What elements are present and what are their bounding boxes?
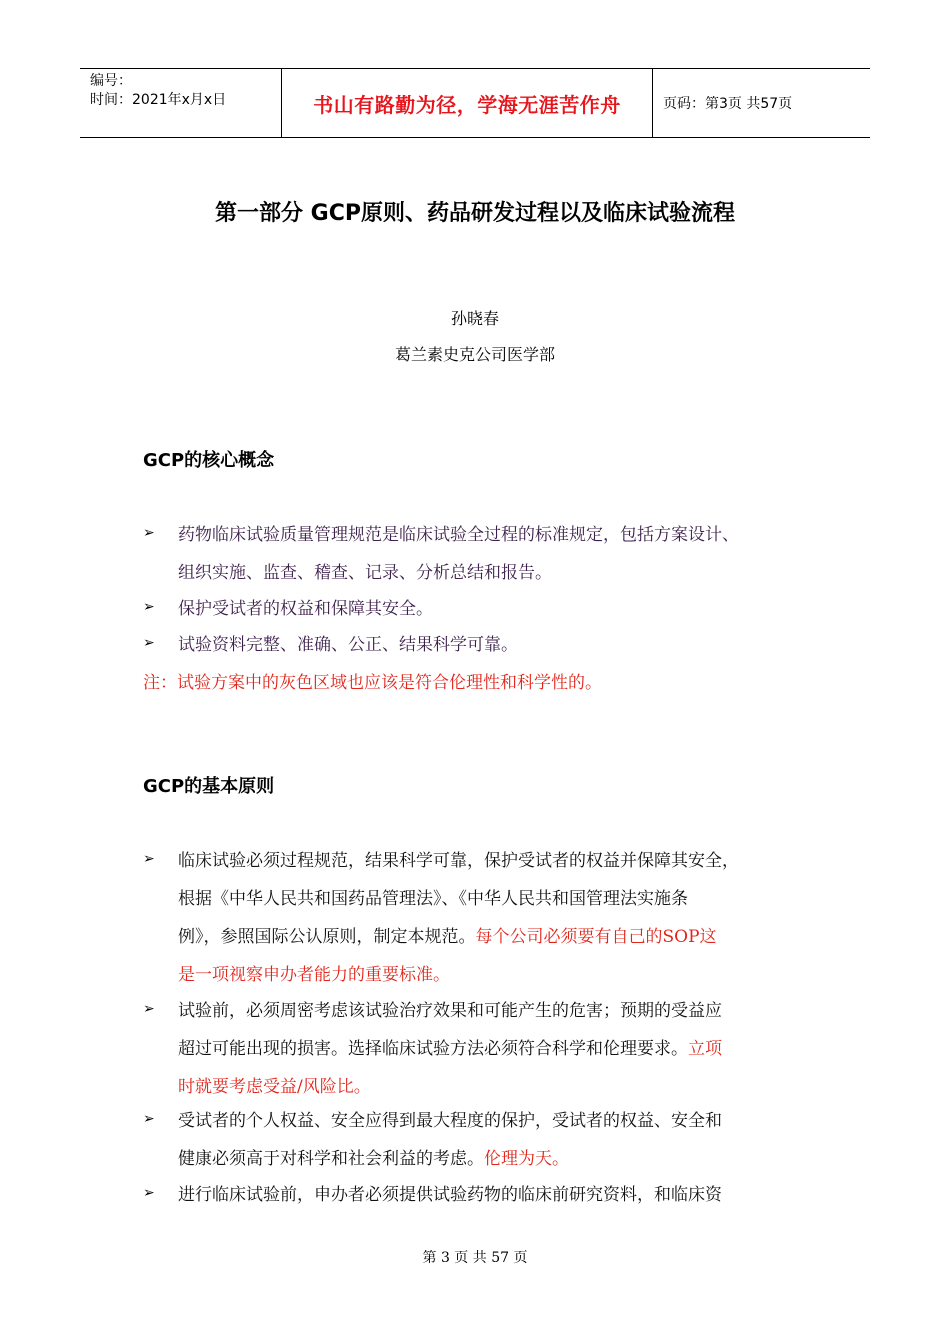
- list-item-line: 试验前，必须周密考虑该试验治疗效果和可能产生的危害；预期的受益应: [178, 1001, 722, 1021]
- list-item-line: 药物临床试验质量管理规范是临床试验全过程的标准规定，包括方案设计、: [178, 525, 739, 545]
- list-item-line: 组织实施、监查、稽查、记录、分析总结和报告。: [178, 563, 552, 583]
- bullet-icon: ➢: [143, 635, 155, 651]
- highlight-text: 立项: [688, 1039, 722, 1059]
- author-organization: 葛兰素史克公司医学部: [394, 345, 555, 364]
- list-item-line: 临床试验必须过程规范，结果科学可靠，保护受试者的权益并保障其安全，: [178, 851, 739, 871]
- header-motto: 书山有路勤为径，学海无涯苦作舟: [281, 69, 653, 137]
- list-item-line: [178, 922, 717, 947]
- bullet-icon: ➢: [143, 599, 155, 615]
- author-name: 孙晓春: [450, 309, 499, 328]
- list-item-line: [178, 1034, 722, 1059]
- bullet-icon: ➢: [143, 525, 155, 541]
- list-item-line: 受试者的个人权益、安全应得到最大程度的保护，受试者的权益、安全和: [178, 1111, 722, 1131]
- section-heading-core-concepts: GCP的核心概念: [143, 450, 275, 471]
- header-meta: [80, 69, 281, 137]
- document-title: 第一部分 GCP原则、药品研发过程以及临床试验流程: [215, 201, 735, 226]
- page-header: [80, 68, 870, 138]
- bullet-icon: ➢: [143, 1001, 155, 1017]
- list-item-line: 保护受试者的权益和保障其安全。: [178, 599, 433, 619]
- bullet-icon: ➢: [143, 1111, 155, 1127]
- time-label: 时间：2021年x月x日: [90, 92, 227, 108]
- page-footer: 第 3 页 共 57 页: [422, 1250, 528, 1266]
- list-item-line: 根据《中华人民共和国药品管理法》、《中华人民共和国管理法实施条: [178, 889, 688, 909]
- header-page-info: 页码：第3页 共57页: [663, 96, 793, 112]
- highlight-text: 每个公司必须要有自己的SOP这: [475, 927, 717, 947]
- list-item-line: 进行临床试验前，申办者必须提供试验药物的临床前研究资料，和临床资: [178, 1185, 722, 1205]
- bullet-icon: ➢: [143, 1185, 155, 1201]
- list-item-line: [178, 1144, 569, 1169]
- bullet-icon: ➢: [143, 851, 155, 867]
- line-text: 超过可能出现的损害。选择临床试验方法必须符合科学和伦理要求。: [178, 1039, 688, 1059]
- number-label: 编号：: [90, 73, 132, 89]
- highlight-line: 时就要考虑受益/风险比。: [178, 1077, 371, 1097]
- highlight-text: 伦理为天。: [484, 1149, 569, 1169]
- note-text: 注：试验方案中的灰色区域也应该是符合伦理性和科学性的。: [143, 673, 602, 693]
- list-item-line: 试验资料完整、准确、公正、结果科学可靠。: [178, 635, 518, 655]
- line-text: 健康必须高于对科学和社会利益的考虑。: [178, 1149, 484, 1169]
- line-text: 例》，参照国际公认原则，制定本规范。: [178, 927, 476, 947]
- section-heading-basic-principles: GCP的基本原则: [143, 776, 275, 797]
- highlight-line: 是一项视察申办者能力的重要标准。: [178, 965, 450, 985]
